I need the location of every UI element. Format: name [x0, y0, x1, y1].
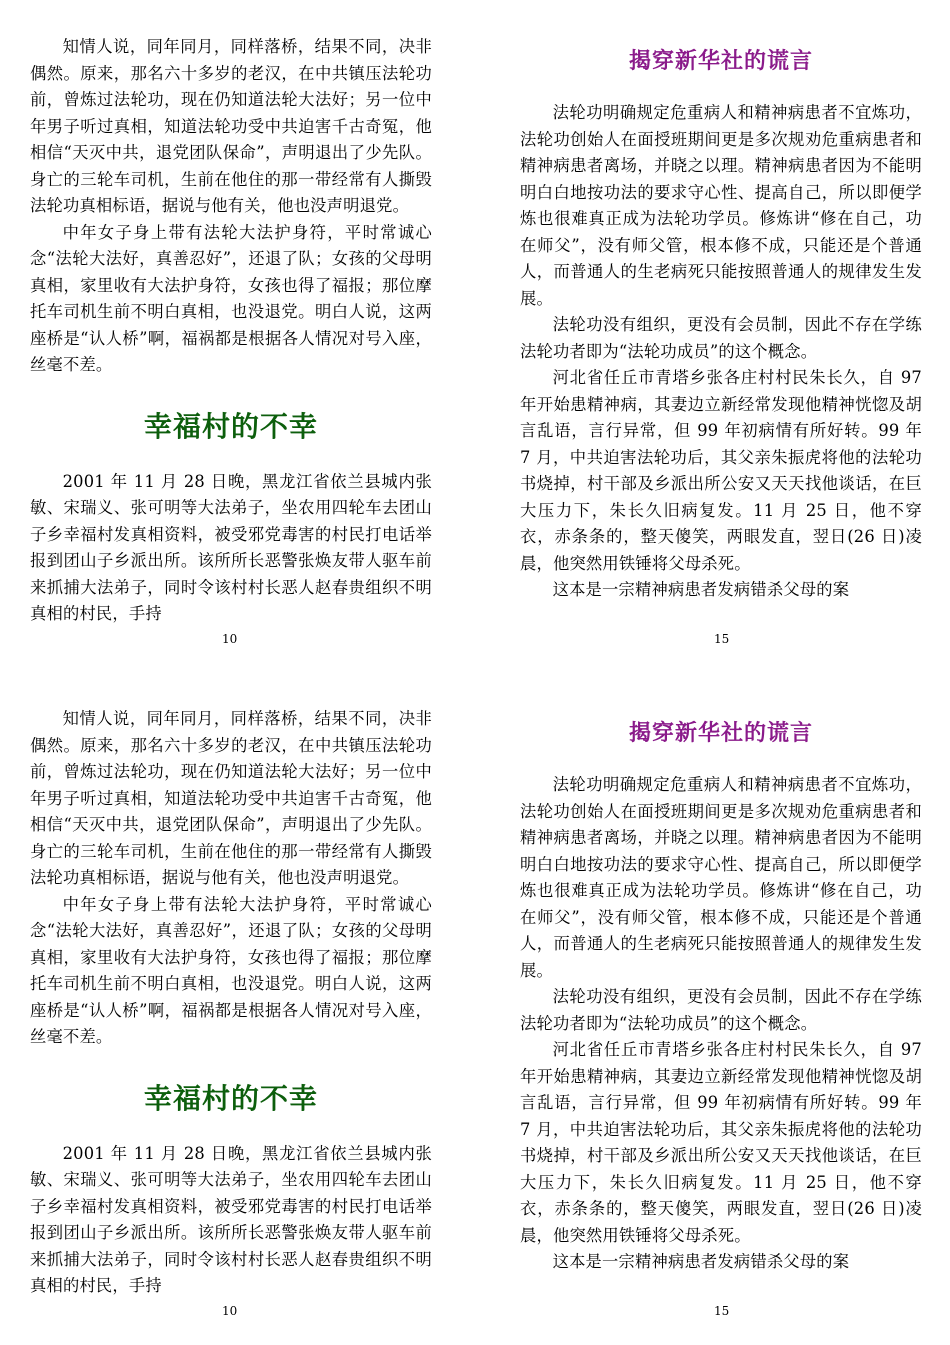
page-number: 15 [714, 1304, 730, 1318]
paragraph: 2001 年 11 月 28 日晚，黑龙江省依兰县城内张敏、宋瑞义、张可明等大法弟子，坐农用四轮车去团山子乡幸福村发真相资料，被受邪党毒害的村民打电话举报到团山子乡派出所。该所所长恶警张焕友带人驱车前来抓捕大法弟子，同时令该村村长恶人赵春贵组织不明真相的村民，手持 [30, 471, 432, 623]
paragraph: 2001 年 11 月 28 日晚，黑龙江省依兰县城内张敏、宋瑞义、张可明等大法弟子，坐农用四轮车去团山子乡幸福村发真相资料，被受邪党毒害的村民打电话举报到团山子乡派出所。该所所长恶警张焕友带人驱车前来抓捕大法弟子，同时令该村村长恶人赵春贵组织不明真相的村民，手持 [30, 1143, 432, 1295]
paragraph: 法轮功明确规定危重病人和精神病患者不宜炼功，法轮功创始人在面授班期间更是多次规劝危重病患者和精神病患者离场，并晓之以理。精神病患者因为不能明明白白地按功法的要求守心性、提高自己，所以即便学炼也很难真正成为法轮功学员。修炼讲“修在自己，功在师父”，没有师父管，根本修不成，只能还是个普通人，而普通人的生老病死只能按照普通人的规律发生发展。 [520, 103, 922, 308]
paragraph: 中年女子身上带有法轮大法护身符，平时常诚心念“法轮大法好，真善忍好”，还退了队；女孩的父母明真相，家里收有大法护身符，女孩也得了福报；那位摩托车司机生前不明白真相，也没退党。明白人说，这两座桥是“认人桥”啊，福祸都是根据各人情况对号入座，丝毫不差。 [30, 894, 432, 1046]
paragraph: 河北省任丘市青塔乡张各庄村村民朱长久，自 97 年开始患精神病，其妻边立新经常发现他精神恍惚及胡言乱语，言行异常，但 99 年初病情有所好转。99 年 7 月，中共迫害法轮功后，其父亲朱振虎将他的法轮功书烧掉，村干部及乡派出所公安又天天找他谈话，在巨大压力下，朱长久旧病复发。11 月 25 日，他不穿衣，赤条条的，整天傻笑，两眼发直，翌日(26 日)凌晨，他突然用铁锤将父母杀死。 [520, 1040, 922, 1245]
paragraph: 这本是一宗精神病患者发病错杀父母的案 [552, 580, 850, 599]
paragraph: 法轮功明确规定危重病人和精神病患者不宜炼功，法轮功创始人在面授班期间更是多次规劝危重病患者和精神病患者离场，并晓之以理。精神病患者因为不能明明白白地按功法的要求守心性、提高自己，所以即便学炼也很难真正成为法轮功学员。修炼讲“修在自己，功在师父”，没有师父管，根本修不成，只能还是个普通人，而普通人的生老病死只能按照普通人的规律发生发展。 [520, 775, 922, 980]
sheet-top [0, 0, 950, 672]
section-heading: 幸福村的不幸 [143, 1081, 318, 1115]
sheet-bottom [0, 672, 950, 1344]
section-heading: 揭穿新华社的谎言 [628, 49, 813, 74]
left-column [30, 706, 432, 1300]
paragraph: 知情人说，同年同月，同样落桥，结果不同，决非偶然。原来，那名六十多岁的老汉，在中共镇压法轮功前，曾炼过法轮功，现在仍知道法轮大法好；另一位中年男子听过真相，知道法轮功受中共迫害千古奇冤，他相信“天灭中共，退党团队保命”，声明退出了少先队。身亡的三轮车司机，生前在他住的那一带经常有人撕毁法轮功真相标语，据说与他有关，他也没声明退党。 [30, 37, 432, 215]
page-number: 15 [714, 632, 730, 646]
page-number: 10 [222, 1304, 238, 1318]
paragraph: 法轮功没有组织，更没有会员制，因此不存在学练法轮功者即为“法轮功成员”的这个概念。 [520, 315, 922, 361]
paragraph: 法轮功没有组织，更没有会员制，因此不存在学练法轮功者即为“法轮功成员”的这个概念。 [520, 987, 922, 1033]
right-column [520, 706, 922, 1276]
paragraph: 中年女子身上带有法轮大法护身符，平时常诚心念“法轮大法好，真善忍好”，还退了队；女孩的父母明真相，家里收有大法护身符，女孩也得了福报；那位摩托车司机生前不明白真相，也没退党。明白人说，这两座桥是“认人桥”啊，福祸都是根据各人情况对号入座，丝毫不差。 [30, 222, 432, 374]
page-number: 10 [222, 632, 238, 646]
section-heading: 揭穿新华社的谎言 [628, 721, 813, 746]
right-column [520, 34, 922, 604]
paragraph: 知情人说，同年同月，同样落桥，结果不同，决非偶然。原来，那名六十多岁的老汉，在中共镇压法轮功前，曾炼过法轮功，现在仍知道法轮大法好；另一位中年男子听过真相，知道法轮功受中共迫害千古奇冤，他相信“天灭中共，退党团队保命”，声明退出了少先队。身亡的三轮车司机，生前在他住的那一带经常有人撕毁法轮功真相标语，据说与他有关，他也没声明退党。 [30, 709, 432, 887]
section-heading: 幸福村的不幸 [143, 409, 318, 443]
left-column [30, 34, 432, 628]
paragraph: 河北省任丘市青塔乡张各庄村村民朱长久，自 97 年开始患精神病，其妻边立新经常发现他精神恍惚及胡言乱语，言行异常，但 99 年初病情有所好转。99 年 7 月，中共迫害法轮功后，其父亲朱振虎将他的法轮功书烧掉，村干部及乡派出所公安又天天找他谈话，在巨大压力下，朱长久旧病复发。11 月 25 日，他不穿衣，赤条条的，整天傻笑，两眼发直，翌日(26 日)凌晨，他突然用铁锤将父母杀死。 [520, 368, 922, 573]
paragraph: 这本是一宗精神病患者发病错杀父母的案 [552, 1252, 850, 1271]
